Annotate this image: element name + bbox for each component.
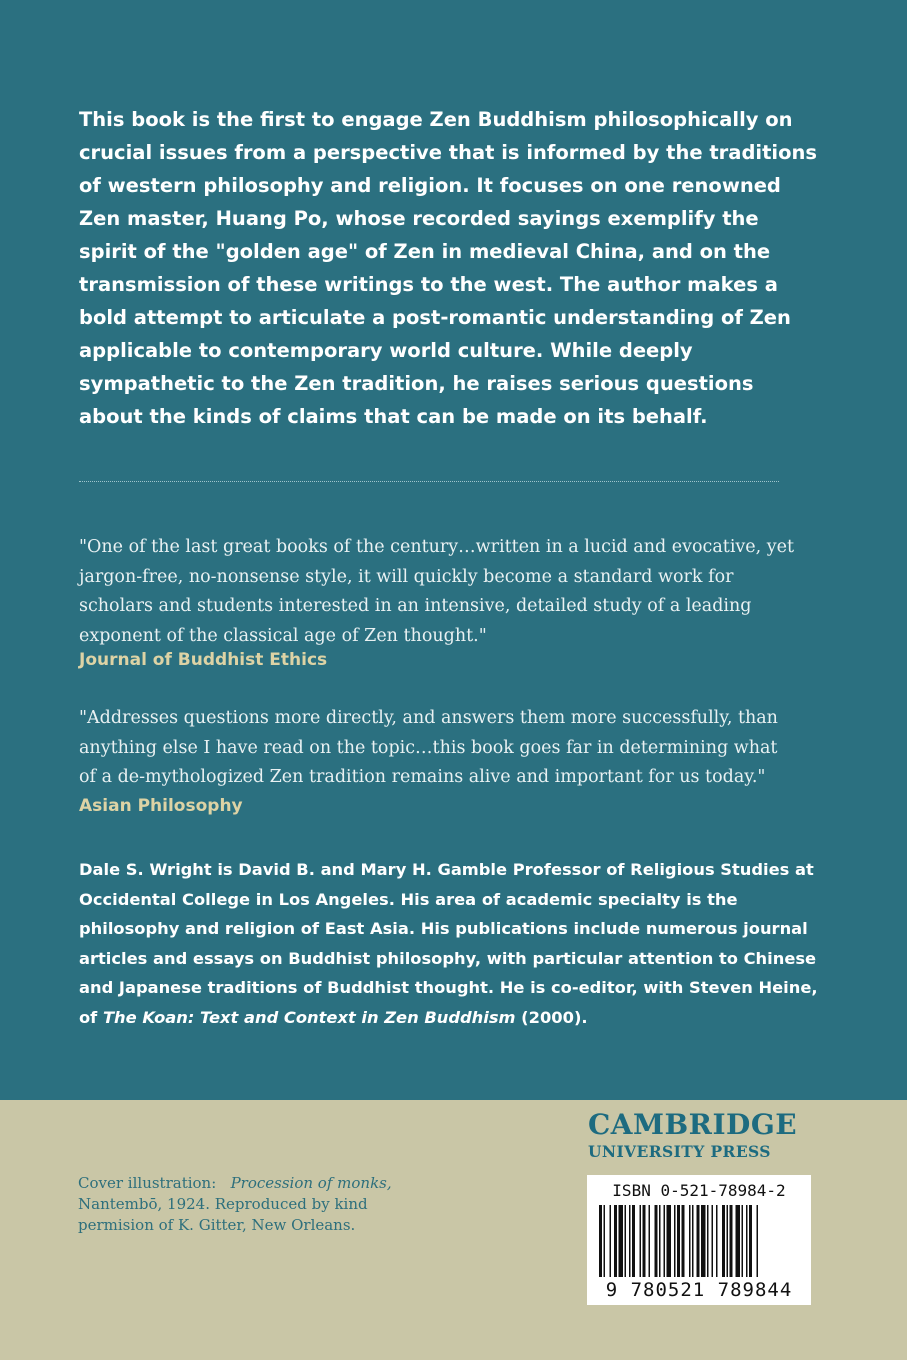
author-bio-year: (2000). bbox=[515, 1007, 588, 1027]
barcode-bar bbox=[619, 1205, 624, 1277]
barcode-bar bbox=[712, 1205, 714, 1277]
review-source-1: Journal of Buddhist Ethics bbox=[79, 650, 328, 670]
barcode-bar bbox=[742, 1205, 744, 1277]
review-source-2: Asian Philosophy bbox=[79, 796, 243, 816]
isbn-number: ISBN 0-521-78984-2 bbox=[612, 1181, 786, 1200]
barcode-bar bbox=[746, 1205, 748, 1277]
credit-title: Procession of monks, bbox=[230, 1174, 392, 1192]
publisher-subname: UNIVERSITY PRESS bbox=[588, 1142, 771, 1161]
author-bio bbox=[79, 855, 819, 1032]
barcode-bar bbox=[614, 1205, 617, 1277]
barcode-bar bbox=[692, 1205, 694, 1277]
barcode-bar bbox=[655, 1205, 658, 1277]
author-bio-text: Dale S. Wright is David B. and Mary H. Gamble Professor of Religious Studies at Occidental College in Los Angeles. His area of academic specialty is the philosophy and religion of East Asia. His publications include numerous journal articles and essays on Buddhist philosophy, with particular attention to Chinese and Japanese traditions of Buddhist thought. He is co-editor, with Steven Heine, of bbox=[79, 860, 818, 1027]
barcode-bar bbox=[682, 1205, 685, 1277]
credit-label: Cover illustration: bbox=[78, 1174, 217, 1192]
barcode-bar bbox=[659, 1205, 661, 1277]
barcode-bar bbox=[749, 1205, 752, 1277]
author-bio-book-title: The Koan: Text and Context in Zen Buddhism bbox=[102, 1007, 516, 1027]
barcode-bar bbox=[677, 1205, 680, 1277]
barcode-bar bbox=[604, 1205, 606, 1277]
barcode-bar bbox=[736, 1205, 741, 1277]
barcode-bar bbox=[640, 1205, 642, 1277]
barcode-bar bbox=[730, 1205, 733, 1277]
barcode-bar bbox=[664, 1205, 666, 1277]
barcode-bar bbox=[697, 1205, 700, 1277]
barcode-bar bbox=[625, 1205, 627, 1277]
barcode-bar bbox=[716, 1205, 718, 1277]
credit-details: Nantembō, 1924. Reproduced by kind permision of K. Gitter, New Orleans. bbox=[78, 1195, 368, 1234]
publisher-name: CAMBRIDGE bbox=[588, 1108, 798, 1141]
barcode-bar bbox=[707, 1205, 709, 1277]
barcode-bar bbox=[701, 1205, 706, 1277]
barcode-panel bbox=[587, 1175, 811, 1305]
publisher-logo bbox=[588, 1108, 812, 1162]
barcode-bar bbox=[599, 1205, 602, 1277]
barcode-bar bbox=[649, 1205, 651, 1277]
book-blurb: This book is the first to engage Zen Buddhism philosophically on crucial issues from a perspective that is informed by the traditions of western philosophy and religion. It focuses on one renowned Zen master, Huang Po, whose recorded sayings exemplify the spirit of the "golden age" of Zen in medieval China, and on the transmission of these writings to the west. The author makes a bold attempt to articulate a post-romantic understanding of Zen applicable to contemporary world culture. While deeply sympathetic to the Zen tradition, he raises serious questions about the kinds of claims that can be made on its behalf. bbox=[79, 108, 817, 428]
cover-illustration-credit bbox=[78, 1173, 398, 1236]
barcode-bar bbox=[632, 1205, 635, 1277]
review-quote-1: "One of the last great books of the century…written in a lucid and evocative, yet jargon-free, no-nonsense style, it will quickly become a standard work for scholars and students interested in an intensive, detailed study of a leading exponent of the classical age of Zen thought." bbox=[79, 537, 795, 646]
barcode-bar bbox=[610, 1205, 612, 1277]
barcode-bar bbox=[757, 1205, 759, 1277]
barcode-bar bbox=[674, 1205, 676, 1277]
barcode-bar bbox=[689, 1205, 691, 1277]
review-quote-2: "Addresses questions more directly, and answers them more successfully, than anything else I have read on the topic…this book goes far in determining what of a de-mythologized Zen tradition remains alive and important for us today." bbox=[79, 708, 778, 787]
barcode-bar bbox=[727, 1205, 729, 1277]
barcode-bar bbox=[643, 1205, 646, 1277]
dotted-divider bbox=[79, 481, 779, 482]
barcode-bar bbox=[667, 1205, 672, 1277]
barcode-bar bbox=[629, 1205, 631, 1277]
barcode-bar bbox=[722, 1205, 725, 1277]
barcode-icon bbox=[599, 1205, 799, 1277]
ean-number: 9 780521 789844 bbox=[605, 1279, 793, 1301]
